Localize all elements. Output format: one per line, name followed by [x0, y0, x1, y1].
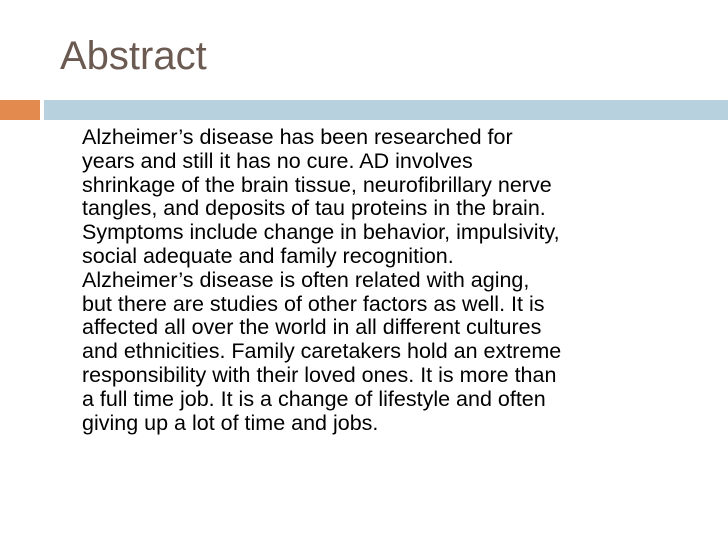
accent-bar-orange: [0, 100, 40, 120]
abstract-body-text: Alzheimer’s disease has been researched for years and still it has no cure. AD involves shrinkage of the brain tissue, neurofibrillary nerve tangles, and deposits of tau proteins in the brain. Symptoms include change in behavior, impulsivity, social adequate and family recognition. Alzheimer’s disease is often related with aging, but there are studies of other factors as well. It is affected all over the world in all different cultures and ethnicities. Family caretakers hold an extreme responsibility with their loved ones. It is more than a full time job. It is a change of lifestyle and often giving up a lot of time and jobs.: [82, 125, 562, 435]
accent-bar-blue: [44, 100, 728, 120]
slide-title: Abstract: [60, 34, 207, 78]
